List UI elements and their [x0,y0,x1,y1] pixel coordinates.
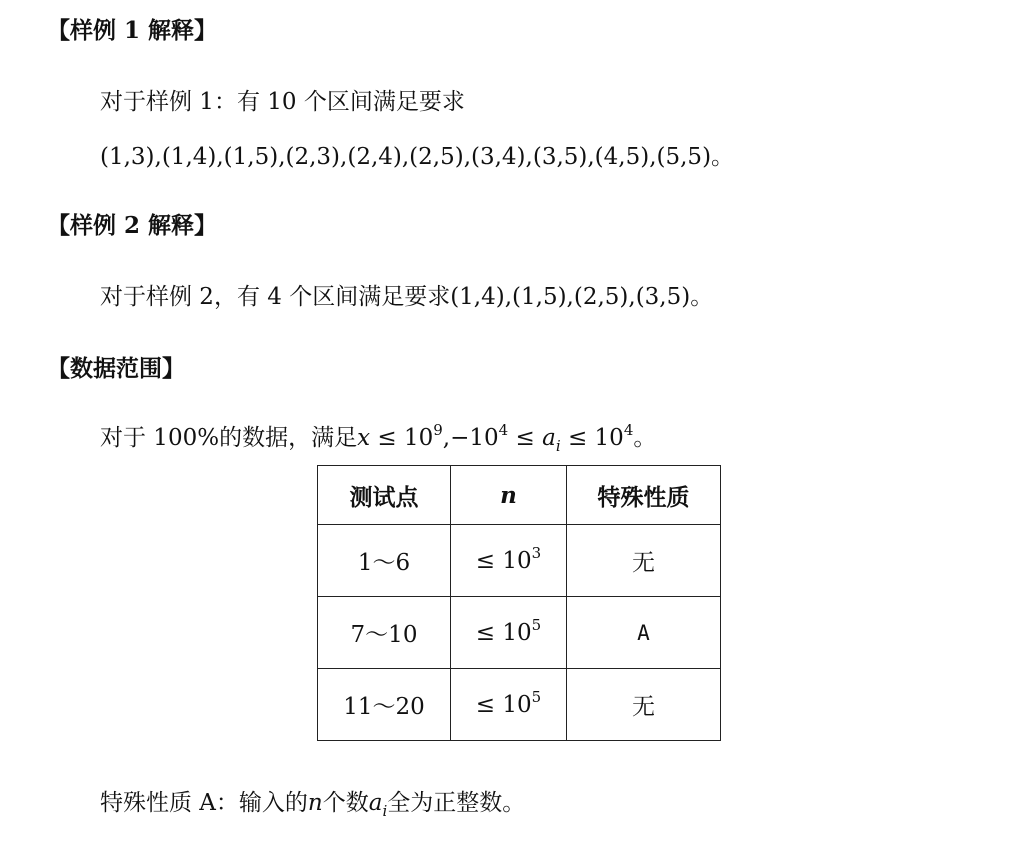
sample1-heading: 【样例 1 解释】 [47,17,218,44]
data-range-formula [357,421,634,455]
data-range-intro: 对于 100%的数据，满足 [100,425,358,451]
note-middle: 个数 [322,790,369,816]
n-bound-exponent: 5 [531,615,542,634]
subscript-i: i [555,437,561,455]
comma: , [442,425,451,451]
period: 。 [633,425,657,451]
data-range-statement [100,423,656,453]
n-bound-base: ≤ 10 [475,691,532,718]
var-a: a [368,790,383,816]
sample2-heading: 【样例 2 解释】 [47,212,218,239]
var-a: a [542,425,556,451]
n-bound-base: ≤ 10 [475,547,532,574]
cell-n-bound [451,597,567,669]
base-10: 10 [594,425,624,451]
neg-base-10: −10 [450,425,499,451]
cell-property: 无 [567,525,721,597]
cell-test-points: 11～20 [318,669,451,741]
table-header-row [318,466,721,525]
cell-test-points: 7～10 [318,597,451,669]
cell-n-bound [451,525,567,597]
note-suffix: 全为正整数。 [387,790,526,816]
subscript-i: i [382,802,388,820]
exponent: 4 [623,421,634,439]
special-property-note [100,788,525,818]
le-symbol: ≤ [560,425,595,451]
table-row [318,597,721,669]
cell-property: A [567,597,721,669]
header-n-var: n [500,481,517,509]
header-n [451,466,567,525]
exponent: 9 [433,421,443,439]
cell-property: 无 [567,669,721,741]
n-bound-base: ≤ 10 [475,619,532,646]
cell-test-points: 1～6 [318,525,451,597]
var-n: n [307,790,323,816]
data-range-heading: 【数据范围】 [47,355,185,382]
exponent: 4 [498,421,509,439]
table-row [318,525,721,597]
sample1-interval-list: (1,3),(1,4),(1,5),(2,3),(2,4),(2,5),(3,4),(3,5),(4,5),(5,5)。 [100,144,735,170]
base-10: 10 [403,425,434,451]
sample1-explanation-line1: 对于样例 1：有 10 个区间满足要求 [100,89,465,115]
n-bound-exponent: 3 [531,543,542,562]
sample2-explanation: 对于样例 2，有 4 个区间满足要求(1,4),(1,5),(2,5),(3,5)。 [100,284,714,310]
le-symbol: ≤ [508,425,543,451]
test-point-table [317,465,721,741]
n-bound-exponent: 5 [531,687,542,706]
note-prefix: 特殊性质 A：输入的 [100,790,308,816]
cell-n-bound [451,669,567,741]
le-symbol: ≤ [370,425,404,451]
header-special-property: 特殊性质 [567,466,721,525]
table-row [318,669,721,741]
header-test-point: 测试点 [318,466,451,525]
var-x: x [357,425,371,451]
